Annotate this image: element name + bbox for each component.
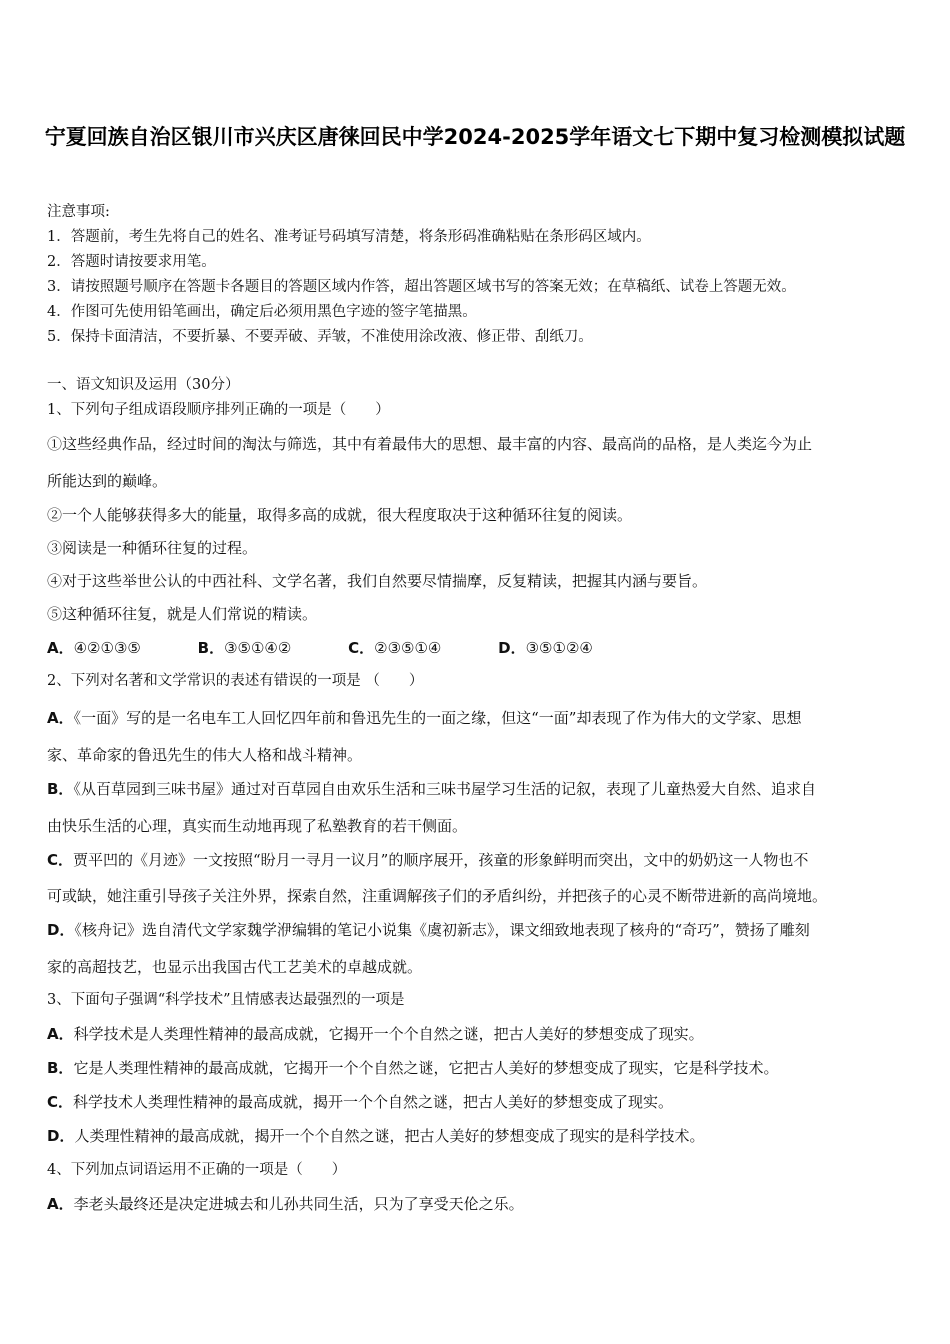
q3-option-d: D．人类理性精神的最高成就，揭开一个个自然之谜，把古人美好的梦想变成了现实的是科学技术。	[47, 1127, 705, 1145]
q2-stem: 2、下列对名著和文学常识的表述有错误的一项是 （ ）	[47, 673, 424, 689]
notice-item-5: 5．保持卡面清洁，不要折暴、不要弄破、弄皱，不准使用涂改液、修正带、刮纸刀。	[47, 329, 593, 345]
notice-item-1: 1．答题前，考生先将自己的姓名、准考证号码填写清楚，将条形码准确粘贴在条形码区域内。	[47, 229, 651, 245]
q1-sentence-4: ④对于这些举世公认的中西社科、文学名著，我们自然要尽情揣摩，反复精读，把握其内涵与要旨。	[47, 572, 708, 590]
q1-option-c: C．②③⑤①④	[348, 639, 442, 657]
q4-option-a: A．李老头最终还是决定进城去和儿孙共同生活，只为了享受天伦之乐。	[47, 1195, 524, 1213]
q1-sentence-1a: ①这些经典作品，经过时间的淘汰与筛选，其中有着最伟大的思想、最丰富的内容、最高尚的品格，是人类迄今为止	[47, 435, 813, 453]
q1-sentence-5: ⑤这种循环往复，就是人们常说的精读。	[47, 605, 318, 623]
q2-option-b-line2: 由快乐生活的心理，真实而生动地再现了私塾教育的若干侧面。	[47, 817, 468, 835]
q2-option-c-line1: C．贾平凹的《月迹》一文按照“盼月一寻月一议月”的顺序展开，孩童的形象鲜明而突出，文中的奶奶这一人物也不	[47, 851, 809, 869]
notice-item-4: 4．作图可先使用铅笔画出，确定后必须用黑色字迹的签字笔描黑。	[47, 304, 477, 320]
q2-option-d-line1: D．《核舟记》选自清代文学家魏学洢编辑的笔记小说集《虞初新志》，课文细致地表现了核舟的“奇巧”，赞扬了雕刻	[47, 921, 810, 939]
q4-stem: 4、下列加点词语运用不正确的一项是（ ）	[47, 1162, 347, 1178]
q1-sentence-1b: 所能达到的巅峰。	[47, 472, 168, 490]
q2-option-a-line1: A．《一面》写的是一名电车工人回忆四年前和鲁迅先生的一面之缘，但这“一面”却表现了作为伟大的文学家、思想	[47, 709, 802, 727]
q2-option-b-line1: B．《从百草园到三味书屋》通过对百草园自由欢乐生活和三味书屋学习生活的记叙，表现了儿童热爱大自然、追求自	[47, 780, 816, 798]
q1-option-a: A．④②①③⑤	[47, 639, 141, 657]
q2-option-d-line2: 家的高超技艺，也显示出我国古代工艺美术的卓越成就。	[47, 958, 423, 976]
q3-stem: 3、下面句子强调“科学技术”且情感表达最强烈的一项是	[47, 992, 405, 1008]
notice-item-2: 2．答题时请按要求用笔。	[47, 254, 216, 270]
q3-option-c: C．科学技术人类理性精神的最高成就，揭开一个个自然之谜，把古人美好的梦想变成了现实。	[47, 1093, 674, 1111]
section-heading: 一、语文知识及运用（30分）	[47, 377, 240, 393]
q3-option-a: A．科学技术是人类理性精神的最高成就，它揭开一个个自然之谜，把古人美好的梦想变成了现实。	[47, 1025, 704, 1043]
q1-option-b: B．③⑤①④②	[197, 639, 292, 657]
page-title: 宁夏回族自治区银川市兴庆区唐徕回民中学2024-2025学年语文七下期中复习检测模拟试题	[44, 125, 906, 149]
q1-options	[47, 638, 917, 658]
q2-option-a-line2: 家、革命家的鲁迅先生的伟大人格和战斗精神。	[47, 746, 363, 764]
q1-stem: 1、下列句子组成语段顺序排列正确的一项是（ ）	[47, 402, 390, 418]
q1-sentence-2: ②一个人能够获得多大的能量，取得多高的成就，很大程度取决于这种循环往复的阅读。	[47, 506, 633, 524]
notice-item-3: 3．请按照题号顺序在答题卡各题目的答题区域内作答，超出答题区域书写的答案无效；在草稿纸、试卷上答题无效。	[47, 279, 796, 295]
q2-option-c-line2: 可或缺，她注重引导孩子关注外界，探索自然，注重调解孩子们的矛盾纠纷，并把孩子的心灵不断带进新的高尚境地。	[47, 887, 828, 905]
q3-option-b: B．它是人类理性精神的最高成就，它揭开一个个自然之谜，它把古人美好的梦想变成了现实，它是科学技术。	[47, 1059, 779, 1077]
q1-sentence-3: ③阅读是一种循环往复的过程。	[47, 539, 258, 557]
q1-option-d: D．③⑤①②④	[498, 639, 593, 657]
notice-heading: 注意事项:	[47, 204, 110, 220]
